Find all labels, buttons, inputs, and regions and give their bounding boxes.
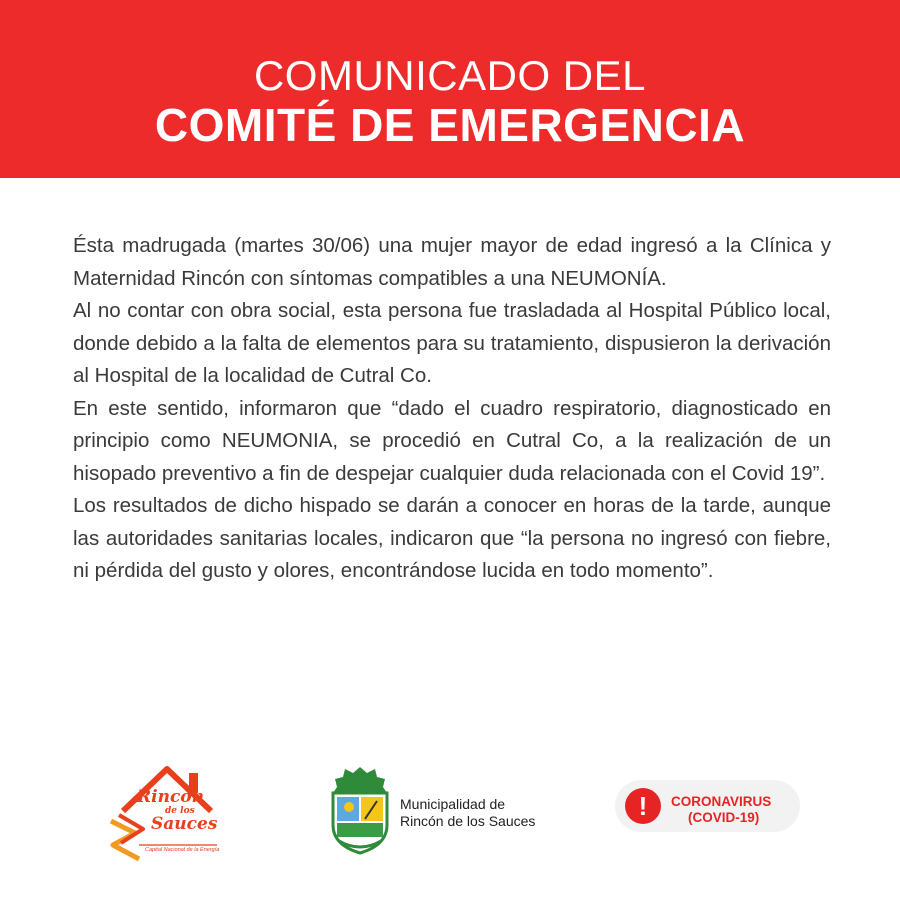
paragraph-4: Los resultados de dicho hispado se darán a conocer en horas de la tarde, aunque las autoridades sanitarias locales, indicaron que “la persona no ingresó con fiebre, ni pérdida del gusto y olores, encontrándose lucida en todo momento”.: [73, 494, 831, 582]
rincon-tagline: Capital Nacional de la Energía: [145, 847, 220, 853]
municipal-seal-icon: [325, 763, 395, 858]
coronavirus-badge: [615, 780, 800, 832]
alert-icon: !: [625, 788, 661, 824]
rincon-de-los-sauces-logo: [105, 763, 230, 863]
header-title-line2: COMITÉ DE EMERGENCIA: [154, 99, 746, 151]
communique-body: [73, 230, 831, 588]
municipalidad-name: Municipalidad de Rincón de los Sauces: [400, 796, 536, 829]
rincon-wordmark: Rincón de los Sauces: [137, 787, 218, 834]
header-title-line1: COMUNICADO DEL: [253, 52, 647, 99]
logo-footer: [0, 755, 900, 865]
paragraph-3: En este sentido, informaron que “dado el cuadro respiratorio, diagnosticado en principio como NEUMONIA, se procedió en Cutral Co, a la realización de un hisopado preventivo a fin de despejar cualquier duda relacionada con el Covid 19”.: [73, 396, 831, 485]
coronavirus-label: CORONAVIRUS: [671, 794, 772, 809]
header-banner: [0, 0, 900, 178]
municipalidad-logo: [325, 763, 565, 858]
paragraph-2: Al no contar con obra social, esta persona fue trasladada al Hospital Público local, donde debido a la falta de elementos para su tratamiento, dispusieron la derivación al Hospital de la localidad de Cutral Co.: [73, 299, 831, 387]
covid-19-label: (COVID-19): [688, 810, 760, 825]
paragraph-1: Ésta madrugada (martes 30/06) una mujer mayor de edad ingresó a la Clínica y Maternidad Rincón con síntomas compatibles a una NEUMONÍA.: [73, 234, 831, 290]
